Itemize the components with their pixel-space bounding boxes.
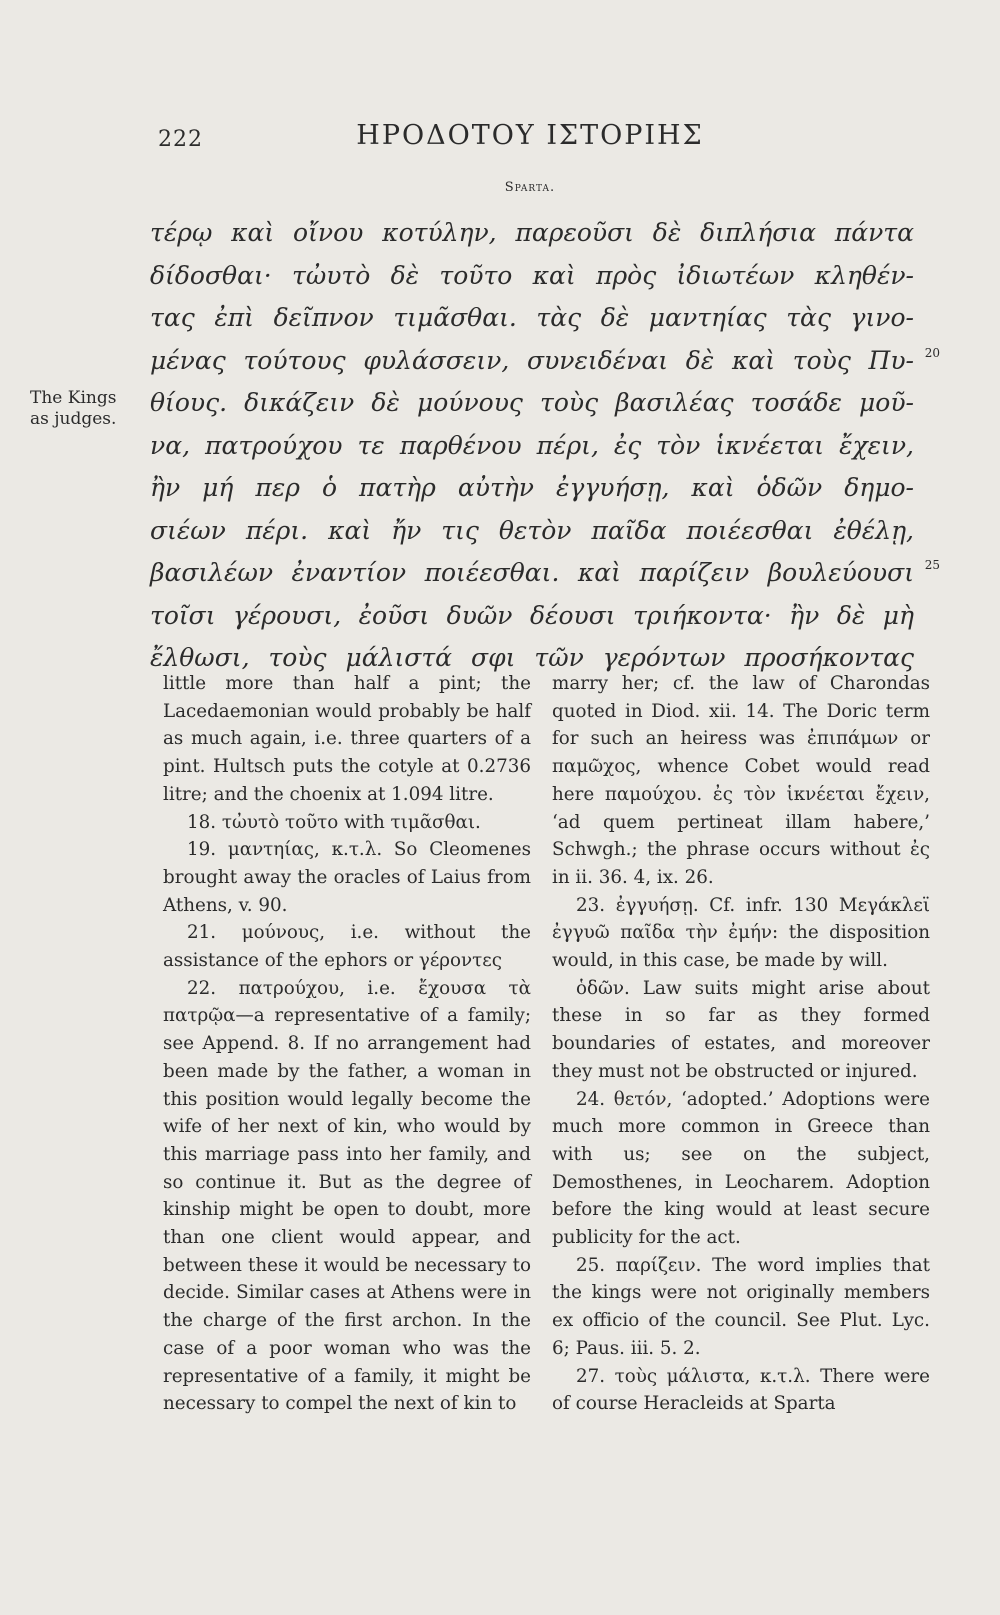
- note-paragraph: 25. παρίζειν. The word implies that the kings were not originally members ex officio of the council. See Plut. Lyc. 6; Paus. iii. 5. 2.: [552, 1254, 930, 1359]
- greek-line: [150, 425, 940, 468]
- greek-line: [150, 382, 940, 425]
- note-paragraph: 23. ἐγγυήσῃ. Cf. infr. 130 Μεγάκλεϊ ἐγγυῶ παῖδα τὴν ἐμήν: the disposition would, in this case, be made by will.: [552, 894, 930, 972]
- greek-line: [150, 340, 940, 383]
- greek-line-text: ἢν μή περ ὁ πατὴρ αὐτὴν ἐγγυήσῃ, καὶ ὁδῶν δημο-: [150, 473, 914, 502]
- page-number: 222: [158, 127, 203, 152]
- note-paragraph: ὁδῶν. Law suits might arise about these in so far as they formed boundaries of estates, and moreover they must not be obstructed or injured.: [552, 977, 930, 1082]
- note-paragraph: 21. μούνους, i.e. without the assistance of the ephors or γέροντες: [163, 922, 531, 972]
- greek-line: [150, 552, 940, 595]
- greek-line: [150, 510, 940, 553]
- note-paragraph: little more than half a pint; the Lacedaemonian would probably be half as much again, i.e. three quarters of a pint. Hultsch puts the cotyle at 0.2736 litre; and the choenix at 1.094 litre.: [163, 673, 531, 805]
- greek-line-text: μένας τούτους φυλάσσειν, συνειδέναι δὲ καὶ τοὺς Πυ-: [150, 345, 914, 375]
- greek-line: [150, 212, 940, 255]
- greek-line-text: τέρῳ καὶ οἴνου κοτύλην, παρεοῦσι δὲ διπλήσια πάντα: [150, 218, 914, 247]
- note-paragraph: marry her; cf. the law of Charondas quoted in Diod. xii. 14. The Doric term for such an heiress was ἐπιπάμων or παμῶχος, whence Cobet would read here παμούχου. ἐς τὸν ἱκνέεται ἔχειν, ‘ad quem pertineat illam habere,’ Schwgh.; the phrase occurs without ἐς in ii. 36. 4, ix. 26.: [552, 673, 930, 888]
- note-paragraph: 22. πατρούχου, i.e. ἔχουσα τὰ πατρῷα—a representative of a family; see Append. 8. If no arrangement had been made by the father, a woman in this position would legally become the wife of her next of kin, who would by this marriage pass into her family, and so continue it. But as the degree of kinship might be open to doubt, more than one client would appear, and between these it would be necessary to decide. Similar cases at Athens were in the charge of the first archon. In the case of a poor woman who was the representative of a family, it might be necessary to compel the next of kin to: [163, 977, 531, 1415]
- running-title: ΗΡΟΔΟΤΟΥ ΙΣΤΟΡΙΗΣ: [356, 120, 704, 151]
- greek-line: [150, 297, 940, 340]
- marginal-note: [30, 388, 140, 430]
- notes-column-left: [163, 670, 531, 1418]
- greek-line-text: δίδοσθαι· τὠυτὸ δὲ τοῦτο καὶ πρὸς ἰδιωτέων κληθέν-: [150, 260, 914, 290]
- marginal-note-line: as judges.: [30, 409, 117, 429]
- note-paragraph: 19. μαντηίας, κ.τ.λ. So Cleomenes brought away the oracles of Laius from Athens, v. 90.: [163, 839, 531, 916]
- marginal-note-line: The Kings: [30, 388, 117, 408]
- greek-line-text: τας ἐπὶ δεῖπνον τιμᾶσθαι. τὰς δὲ μαντηίας τὰς γινο-: [150, 303, 914, 332]
- greek-text-block: [150, 212, 940, 680]
- greek-line: [150, 595, 940, 638]
- note-paragraph: 24. θετόν, ‘adopted.’ Adoptions were much more common in Greece than with us; see on the subject, Demosthenes, in Leocharem. Adoption before the king would at least secure publicity for the act.: [552, 1088, 930, 1249]
- greek-line-text: τοῖσι γέρουσι, ἐοῦσι δυῶν δέουσι τριήκοντα· ἢν δὲ μὴ: [150, 600, 914, 630]
- greek-line-text: σιέων πέρι. καὶ ἤν τις θετὸν παῖδα ποιέεσθαι ἐθέλῃ,: [150, 515, 914, 545]
- greek-line: [150, 467, 940, 510]
- greek-line-text: βασιλέων ἐναντίον ποιέεσθαι. καὶ παρίζειν βουλεύουσι: [150, 558, 914, 587]
- section-heading: Sparta.: [504, 180, 556, 195]
- greek-line: [150, 255, 940, 298]
- line-number: 25: [924, 558, 940, 572]
- note-paragraph: 18. τὠυτὸ τοῦτο with τιμᾶσθαι.: [187, 811, 481, 833]
- line-number: 20: [924, 345, 940, 360]
- greek-line-text: να, πατρούχου τε παρθένου πέρι, ἐς τὸν ἱκνέεται ἔχειν,: [150, 430, 914, 460]
- greek-line-text: ἔλθωσι, τοὺς μάλιστά σφι τῶν γερόντων προσήκοντας: [150, 643, 914, 672]
- note-paragraph: 27. τοὺς μάλιστα, κ.τ.λ. There were of course Heracleids at Sparta: [552, 1365, 930, 1415]
- greek-line-text: θίους. δικάζειν δὲ μούνους τοὺς βασιλέας τοσάδε μοῦ-: [150, 388, 914, 417]
- notes-column-right: [552, 670, 930, 1418]
